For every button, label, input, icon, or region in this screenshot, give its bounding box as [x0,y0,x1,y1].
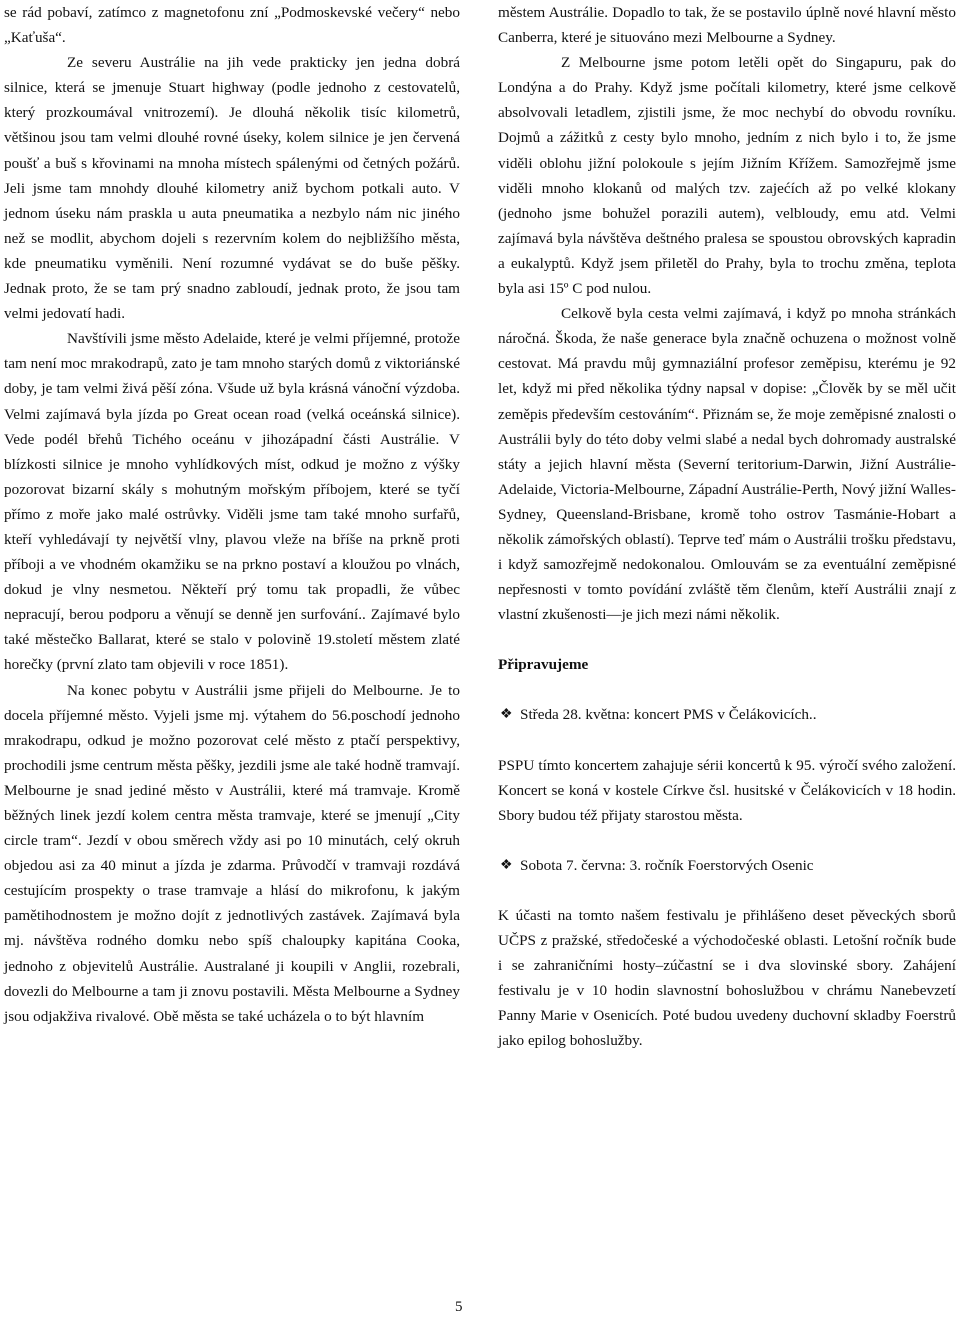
paragraph-conclusion: Celkově byla cesta velmi zajímavá, i když po mnoha stránkách náročná. Škoda, že naše generace byla značně ochuzena o možnost volně cestovat. Má pravdu můj gymnaziální profesor zeměpisu, kterému je 92 let, když mi před několika týdny napsal v dopise: „Člověk by se měl učit zeměpis především cestováním“. Přiznám se, že moje zeměpisné znalosti o Austrálii byly do této doby velmi slabé a nedal bych dohromady australské státy a jejich hlavní města (Severní teritorium-Darwin, Jižní Austrálie-Adelaide, Victoria-Melbourne, Západní Austrálie-Perth, Nový jižní Walles-Sydney, Queensland-Brisbane, kromě toho ostrov Tasmánie-Hobart a několik zámořských oblastí). Teprve teď mám o Austrálii trošku představu, i když samozřejmě nedokonalou. Omlouvám se za eventuální zeměpisné nepřesnosti v tomto povídání zvláště těm členům, kteří Austrálii znají z vlastní zkušenosti—je jich mezi námi několik. [498,305,956,624]
paragraph-continuation: se rád pobaví, zatímco z magnetofonu zní „Podmoskevské večery“ nebo „Kaťuša“. [4,4,460,47]
event-description: K účasti na tomto našem festivalu je přihlášeno deset pěveckých sborů UČPS z pražské, středočeské a východočeské oblasti. Letošní ročník bude i se zahraničními hosty–zúčastní se i dva slovinské sbory. Zahájení festivalu je v 10 hodin slavnostní bohoslužbou v chrámu Nanebevzetí Panny Marie v Osenicích. Poté budou uvedeny duchovní skladby Foerstrů jako epilog bohoslužby. [498,906,956,1050]
diamond-dots-bullet-icon: ❖ [500,857,513,873]
paragraph-return-flight: Z Melbourne jsme potom letěli opět do Singapuru, pak do Londýna a do Prahy. Když jsme počítali kilometry, které jsme celkově absolvovali letadlem, zjistili jsme, že moc nechybí do obvodu rovníku. Dojmů a zážitků z cesty bylo mnoho, jedním z nich bylo i to, že jsme viděli oblohu jižní polokoule s jejím Jižním Křížem. Samozřejmě jsme viděli mnoho klokanů od malých tzv. zajećích až po velké klokany (jednoho jsme bohužel porazili autem), velbloudy, emu atd. Velmi zajímavá byla návštěva deštného pralesa se spoustou obrovských kapradin a eukalyptů. Když jsem přiletěl do Prahy, byla to trochu změna, teplota byla asi 15º C pod nulou. [498,54,956,298]
spacer [498,728,956,753]
event-title: Sobota 7. června: 3. ročník Foerstorvých Osenic [520,856,814,874]
page-number: 5 [455,1299,463,1315]
paragraph-canberra: městem Austrálie. Dopadlo to tak, že se postavilo úplně nové hlavní město Canberra, které je situováno mezi Melbourne a Sydney. [498,4,956,47]
event-item-title [498,853,956,878]
left-column [4,0,460,1029]
event-title: Středa 28. května: koncert PMS v Čelákovicích.. [520,706,817,724]
section-heading: Připravujeme [498,656,589,674]
spacer [498,878,956,903]
event-description: PSPU tímto koncertem zahajuje sérii koncertů k 95. výročí svého založení. Koncert se koná v kostele Církve čsl. husitské v Čelákovicích v 18 hodin. Sbory budou též přijaty starostou města. [498,756,956,824]
paragraph-melbourne: Na konec pobytu v Austrálii jsme přijeli do Melbourne. Je to docela příjemné město. Vyjeli jsme mj. výtahem do 56.poschodí jednoho mrakodrapu, odkud je možno pozorovat celé město z ptačí perspektivy, prochodili jsme centrum města pěšky, jezdili jsme ale také hodně tramvají. Melbourne je snad jediné město v Austrálii, které má tramvaje. Kromě běžných linek jezdí kolem centra města tramvaje, které se jmenují „City circle tram“. Jezdí v obou směrech vždy asi po 10 minutách, celý okruh objedou asi za 40 minut a jízda je zdarma. Průvodčí v tramvaji rozdává cestujícím prospekty o trase tramvaje a hlásí do mikrofonu, k jakým pamětihodnostem je možno dojít z jednotlivých zastávek. Zajímavá byla mj. návštěva rodného domku nebo spíš chaloupky kapitána Cooka, jednoho z objevitelů Austrálie. Australané ji koupili v Anglii, rozebrali, dovezli do Melbourne a tam ji znovu postavili. Města Melbourne a Sydney jsou odjakživa rivalové. Obě města se také ucházela o to být hlavním [4,681,460,1025]
spacer [498,627,956,652]
spacer [498,828,956,853]
event-item-title [498,702,956,727]
paragraph-adelaide: Navštívili jsme město Adelaide, které je velmi příjemné, protože tam není moc mrakodrapů, zato je tam mnoho starých domů z viktoriánské doby, je tam velmi živá pěší zóna. Všude už byla krásná vánoční výzdoba. Velmi zajímavá byla jízda po Great ocean road (velká oceánská silnice). Vede podél břehů Tichého oceánu v jihozápadní části Austrálie. V blízkosti silnice je mnoho vyhlídkových míst, odkud je možno z výšky pozorovat bizarní skály s mohutným mořským příbojem, které se tyčí přímo z moře jako malé ostrůvky. Viděli jsme tam také mnoho surfařů, kteří vyhledávají ty největší vlny, plavou vleže na bříše na prkně proti příboji a ve vhodném okamžiku se na prkno postaví a kloužou po vlnách, dokud je vlny nesmetou. Někteří prý tomu tak propadli, že vůbec nepracují, berou podporu a věnují se denně jen surfování.. Zajímavé bylo také městečko Ballarat, které se stalo v polovině 19.století městem zlaté horečky (první zlato tam objevili v roce 1851). [4,330,460,674]
paragraph-stuart-highway: Ze severu Austrálie na jih vede prakticky jen jedna dobrá silnice, která se jmenuje Stuart highway (podle jednoho z cestovatelů, který prozkoumával vnitrozemí). Je dlouhá několik tisíc kilometrů, většinou jsou tam velmi dlouhé rovné úseky, kolem silnice je jen červená poušť a buš s křovinami na mnoha místech spálenými od četných požárů. Jeli jsme tam mnohdy dlouhé kilometry aniž bychom potkali auto. V jednom úseku nám praskla u auta pneumatika a nezbylo nám nic jiného než se modlit, abychom dojeli s rezervním kolem do nejbližšího města, kde pneumatiku vyměnili. Není rozumné vydávat se do buše pěšky. Jednak proto, že se tam prý snadno zabloudí, jednak proto, že jsou tam velmi jedovatí hadi. [4,54,460,323]
right-column [498,0,956,1053]
diamond-dots-bullet-icon: ❖ [500,707,513,723]
spacer [498,677,956,702]
